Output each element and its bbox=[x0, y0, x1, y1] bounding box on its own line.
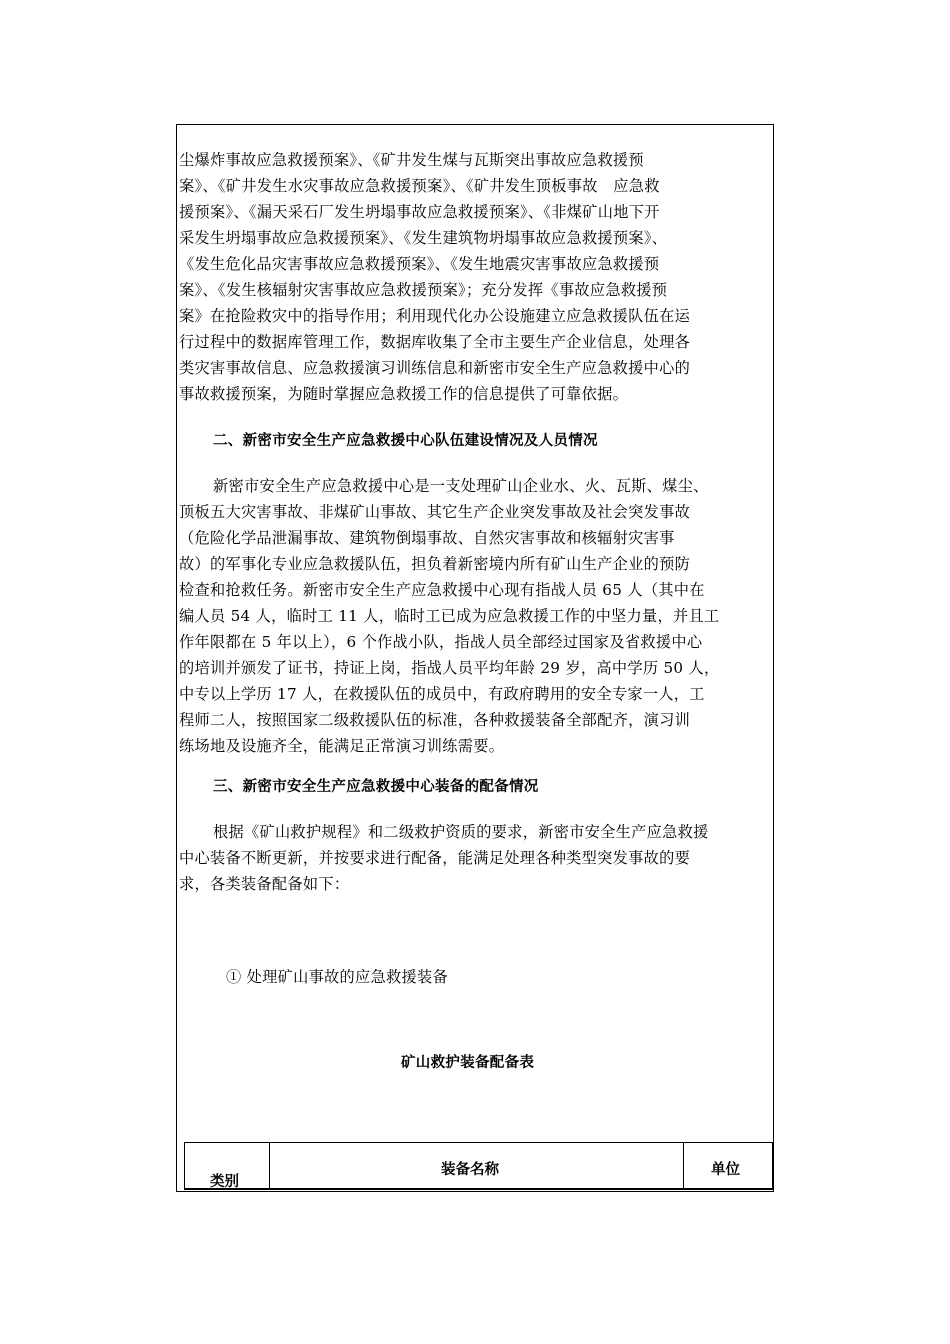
paragraph2-line: （危险化学品泄漏事故、建筑物倒塌事故、自然灾害事故和核辐射灾害事 bbox=[179, 529, 675, 547]
paragraph1-line: 尘爆炸事故应急救援预案》、《矿井发生煤与瓦斯突出事故应急救援预 bbox=[179, 151, 644, 169]
paragraph1-line: 案》、《发生核辐射灾害事故应急救援预案》；充分发挥《事故应急救援预 bbox=[179, 281, 668, 299]
column-header-unit: 单位 bbox=[711, 1162, 740, 1178]
equipment-subheading: ① 处理矿山事故的应急救援装备 bbox=[226, 968, 448, 986]
paragraph1-line: 行过程中的数据库管理工作，数据库收集了全市主要生产企业信息，处理各 bbox=[179, 333, 691, 351]
equipment-table-header bbox=[184, 1142, 774, 1192]
paragraph3-line: 中心装备不断更新，并按要求进行配备，能满足处理各种类型突发事故的要 bbox=[179, 849, 691, 867]
table-column-divider bbox=[772, 1142, 773, 1190]
column-header-category: 类别 bbox=[210, 1174, 239, 1190]
table-column-divider bbox=[184, 1142, 185, 1190]
paragraph1-line: 采发生坍塌事故应急救援预案》、《发生建筑物坍塌事故应急救援预案》、 bbox=[179, 229, 668, 247]
paragraph1-line: 类灾害事故信息、应急救援演习训练信息和新密市安全生产应急救援中心的 bbox=[179, 359, 691, 377]
section-heading-3: 三、新密市安全生产应急救援中心装备的配备情况 bbox=[213, 779, 539, 795]
paragraph2-line: 中专以上学历 17 人，在救援队伍的成员中，有政府聘用的安全专家一人，工 bbox=[179, 685, 705, 703]
paragraph3-line: 根据《矿山救护规程》和二级救护资质的要求，新密市安全生产应急救援 bbox=[213, 823, 709, 841]
paragraph2-line: 顶板五大灾害事故、非煤矿山事故、其它生产企业突发事故及社会突发事故 bbox=[179, 503, 691, 521]
paragraph2-line: 作年限都在 5 年以上），6 个作战小队，指战人员全部经过国家及省救援中心 bbox=[179, 633, 703, 651]
paragraph1-line: 援预案》、《漏天采石厂发生坍塌事故应急救援预案》、《非煤矿山地下开 bbox=[179, 203, 660, 221]
table-title: 矿山救护装备配备表 bbox=[401, 1055, 535, 1071]
paragraph1-line: 案》在抢险救灾中的指导作用；利用现代化办公设施建立应急救援队伍在运 bbox=[179, 307, 691, 325]
paragraph1-line: 《发生危化品灾害事故应急救援预案》、《发生地震灾害事故应急救援预 bbox=[179, 255, 660, 273]
table-column-divider bbox=[269, 1142, 270, 1190]
paragraph2-line: 新密市安全生产应急救援中心是一支处理矿山企业水、火、瓦斯、煤尘、 bbox=[213, 477, 709, 495]
paragraph2-line: 程师二人，按照国家二级救援队伍的标准，各种救援装备全部配齐，演习训 bbox=[179, 711, 691, 729]
table-column-divider bbox=[683, 1142, 684, 1190]
paragraph2-line: 的培训并颁发了证书，持证上岗，指战人员平均年龄 29 岁，高中学历 50 人， bbox=[179, 659, 720, 677]
paragraph2-line: 编人员 54 人，临时工 11 人，临时工已成为应急救援工作的中坚力量，并且工 bbox=[179, 607, 720, 625]
section-heading-2: 二、新密市安全生产应急救援中心队伍建设情况及人员情况 bbox=[213, 433, 598, 449]
paragraph2-line: 故）的军事化专业应急救援队伍，担负着新密境内所有矿山生产企业的预防 bbox=[179, 555, 691, 573]
paragraph1-line: 事故救援预案，为随时掌握应急救援工作的信息提供了可靠依据。 bbox=[179, 385, 629, 403]
paragraph1-line: 案》、《矿井发生水灾事故应急救援预案》、《矿井发生顶板事故 应急救 bbox=[179, 177, 660, 195]
paragraph2-line: 检查和抢救任务。新密市安全生产应急救援中心现有指战人员 65 人（其中在 bbox=[179, 581, 705, 599]
column-header-equipment-name: 装备名称 bbox=[441, 1162, 499, 1178]
paragraph3-line: 求，各类装备配备如下： bbox=[179, 875, 350, 893]
paragraph2-line: 练场地及设施齐全，能满足正常演习训练需要。 bbox=[179, 737, 505, 755]
